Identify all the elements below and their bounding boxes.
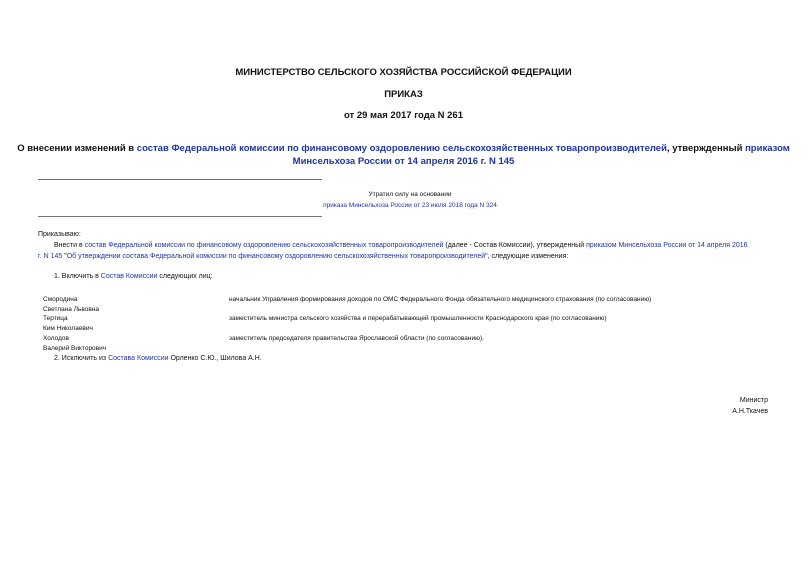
- member-given-name: Валерий Викторович: [43, 345, 107, 352]
- member-surname: Тертица: [43, 315, 68, 322]
- item2-text-a: 2. Исключить из: [54, 355, 109, 362]
- item1-text-b: следующих лиц:: [157, 273, 213, 280]
- p1-link-order-b[interactable]: г. N 145: [38, 253, 63, 260]
- paragraph-1: [38, 240, 768, 262]
- signature-title: Министр: [739, 397, 768, 404]
- member-given-name: Светлана Львовна: [43, 306, 100, 313]
- title-prefix: О внесении изменений в: [17, 143, 137, 154]
- doc-type-heading: ПРИКАЗ: [384, 89, 423, 100]
- order-word: Приказываю:: [38, 231, 81, 238]
- p1-link-order[interactable]: приказом Минсельхоза России от 14 апреля 2016: [586, 242, 748, 249]
- member-position: заместитель председателя правительства Ярославской области (по согласованию).: [229, 335, 484, 342]
- member-name: [43, 295, 223, 315]
- member-position: заместитель министра сельского хозяйства и перерабатывающей промышленности Краснодарского края (по согласованию): [229, 315, 607, 322]
- title-link-order-line2[interactable]: Минсельхоза России от 14 апреля 2016 г. N 145: [292, 156, 515, 167]
- repeal-notice-link[interactable]: приказа Минсельхоза России от 23 июля 2018 года N 324: [323, 202, 497, 209]
- divider-top: [38, 179, 322, 180]
- member-surname: Смородина: [43, 296, 78, 303]
- p1-link-commission[interactable]: состав Федеральной комиссии по финансовому оздоровлению сельскохозяйственных товаропроизводителей: [84, 242, 444, 249]
- member-position: начальник Управления формирования доходов по ОМС Федерального Фонда обязательного медицинского страхования (по согласованию): [229, 296, 652, 303]
- member-name: [43, 314, 223, 334]
- member-name: [43, 334, 223, 354]
- p1-text-b: (далее - Состав Комиссии), утвержденный: [443, 242, 587, 249]
- item1-text-a: 1. Включить в: [54, 273, 101, 280]
- title-link-commission[interactable]: состав Федеральной комиссии по финансовому оздоровлению сельскохозяйственных товаропроизводителей: [136, 143, 667, 154]
- divider-bottom: [38, 216, 322, 217]
- item1-link[interactable]: Состав Комиссии: [100, 273, 158, 280]
- item-1: [54, 271, 784, 282]
- p1-link-approval[interactable]: Об утверждении состава Федеральной комиссии по финансовому оздоровлению сельскохозяйственных товаропроизводителей: [66, 253, 486, 260]
- member-given-name: Ким Николаевич: [43, 325, 93, 332]
- p1-text-a: Внести в: [54, 242, 85, 249]
- date-number-heading: от 29 мая 2017 года N 261: [343, 110, 464, 121]
- item2-text-b: Орленко С.Ю., Шилова А.Н.: [168, 355, 262, 362]
- member-surname: Холодов: [43, 335, 69, 342]
- document-title: [0, 142, 807, 168]
- ministry-heading: МИНИСТЕРСТВО СЕЛЬСКОГО ХОЗЯЙСТВА РОССИЙСКОЙ ФЕДЕРАЦИИ: [235, 67, 572, 78]
- title-link-order[interactable]: приказом: [745, 143, 790, 154]
- signature-name: А.Н.Ткачев: [732, 408, 768, 415]
- item2-link[interactable]: Состава Комиссии: [108, 355, 169, 362]
- title-middle: , утвержденный: [666, 143, 746, 154]
- item-2: [54, 353, 784, 364]
- p1-text-d: ", следующие изменения:: [485, 253, 569, 260]
- p1-text-c: ": [62, 253, 67, 260]
- repeal-notice-text: Утратил силу на основании: [368, 191, 452, 198]
